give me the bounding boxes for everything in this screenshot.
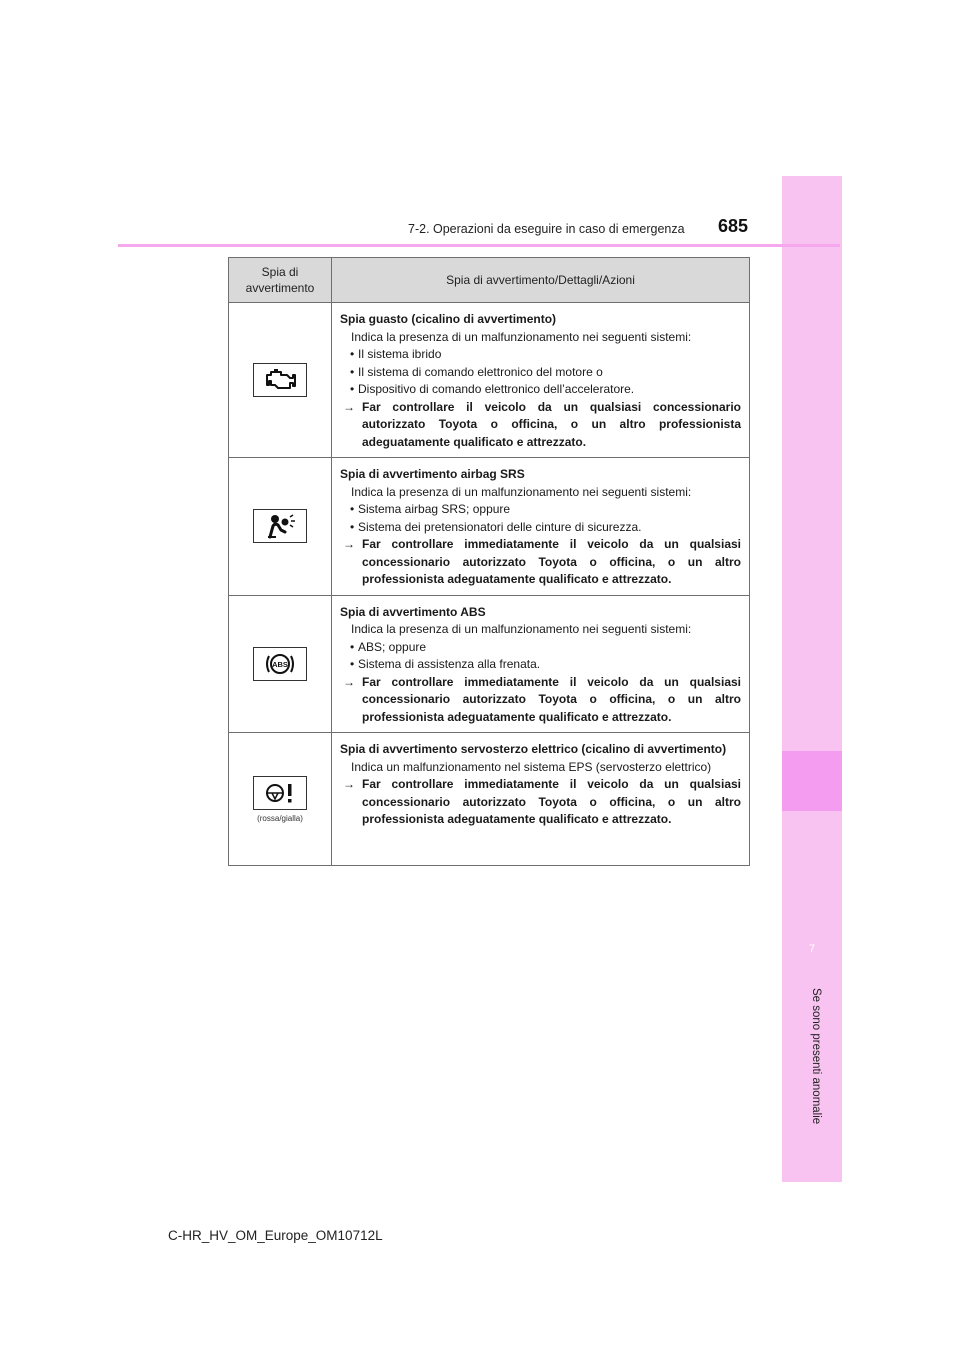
entry-action-text: Far controllare il veicolo da un qualsiasi concessionario autorizzato Toyota o officina, o un altro professionista adeguatamente qualificato e attrezzato. bbox=[362, 399, 741, 449]
document-code: C-HR_HV_OM_Europe_OM10712L bbox=[168, 1228, 383, 1243]
chapter-title: Se sono presenti anomalie bbox=[810, 988, 822, 1125]
chapter-tab-active-block bbox=[782, 751, 842, 811]
entry-action bbox=[340, 536, 741, 589]
entry-bullet: • Il sistema ibrido bbox=[340, 346, 741, 364]
icon-cell bbox=[229, 733, 332, 866]
icon-caption: (rossa/gialla) bbox=[257, 813, 303, 823]
entry-action bbox=[340, 776, 741, 829]
entry-action-text: Far controllare immediatamente il veicolo da un qualsiasi concessionario autorizzato Toyota o officina, o un altro professionista adeguatamente qualificato e attrezzato. bbox=[362, 537, 741, 586]
icon-cell bbox=[229, 303, 332, 458]
entry-title: Spia di avvertimento airbag SRS bbox=[340, 467, 525, 481]
page-number: 685 bbox=[718, 216, 749, 236]
section-title: 7-2. Operazioni da eseguire in caso di emergenza bbox=[408, 222, 685, 236]
entry-description: Indica la presenza di un malfunzionamento nei seguenti sistemi: bbox=[351, 484, 692, 499]
entry-description: Indica la presenza di un malfunzionamento nei seguenti sistemi: bbox=[351, 329, 692, 344]
icon-cell bbox=[229, 595, 332, 733]
entry-action-text: Far controllare immediatamente il veicolo da un qualsiasi concessionario autorizzato Toyota o officina, o un altro professionista adeguatamente qualificato e attrezzato. bbox=[362, 674, 741, 724]
entry-bullet: • Sistema airbag SRS; oppure bbox=[340, 501, 741, 519]
table-row bbox=[229, 733, 750, 866]
arrow-icon: → bbox=[343, 537, 355, 551]
entry-bullet: • Il sistema di comando elettronico del motore o bbox=[340, 364, 741, 382]
chapter-number: 7 bbox=[808, 943, 816, 955]
entry-bullet: • ABS; oppure bbox=[340, 639, 741, 657]
arrow-icon: → bbox=[343, 674, 355, 689]
entry-bullet: • Dispositivo di comando elettronico dell’acceleratore. bbox=[340, 381, 741, 399]
entry-description: Indica un malfunzionamento nel sistema EPS (servosterzo elettrico) bbox=[351, 759, 712, 774]
abs-icon-label: ABS bbox=[272, 659, 288, 669]
table-row bbox=[229, 595, 750, 733]
icon-cell bbox=[229, 458, 332, 596]
entry-action-text: Far controllare immediatamente il veicolo da un qualsiasi concessionario autorizzato Toyota o officina, o un altro professionista adeguatamente qualificato e attrezzato. bbox=[362, 777, 741, 826]
details-cell bbox=[332, 303, 750, 458]
table-row bbox=[229, 303, 750, 458]
details-cell bbox=[332, 458, 750, 596]
entry-bullet: • Sistema dei pretensionatori delle cinture di sicurezza. bbox=[340, 519, 741, 537]
entry-title: Spia guasto (cicalino di avvertimento) bbox=[340, 312, 557, 326]
arrow-icon: → bbox=[343, 399, 355, 414]
col-header-details: Spia di avvertimento/Dettagli/Azioni bbox=[332, 258, 750, 303]
table-row bbox=[229, 458, 750, 596]
chapter-side-tab bbox=[782, 176, 842, 1182]
entry-description: Indica la presenza di un malfunzionamento nei seguenti sistemi: bbox=[351, 622, 692, 636]
airbag-icon bbox=[253, 509, 307, 543]
entry-action bbox=[340, 399, 741, 452]
entry-title: Spia di avvertimento servosterzo elettrico (cicalino di avvertimento) bbox=[340, 742, 727, 756]
details-cell bbox=[332, 595, 750, 733]
header-rule bbox=[118, 244, 840, 247]
check-engine-icon bbox=[253, 363, 307, 397]
entry-title: Spia di avvertimento ABS bbox=[340, 604, 486, 619]
col-header-warning-light: Spia di avvertimento bbox=[229, 258, 332, 303]
abs-icon bbox=[253, 647, 307, 681]
entry-bullet: • Sistema di assistenza alla frenata. bbox=[340, 656, 741, 674]
arrow-icon: → bbox=[343, 777, 355, 791]
entry-action bbox=[340, 674, 741, 727]
warning-lights-table bbox=[228, 257, 750, 866]
details-cell bbox=[332, 733, 750, 866]
table-header-row bbox=[229, 258, 750, 303]
power-steering-icon bbox=[253, 776, 307, 810]
